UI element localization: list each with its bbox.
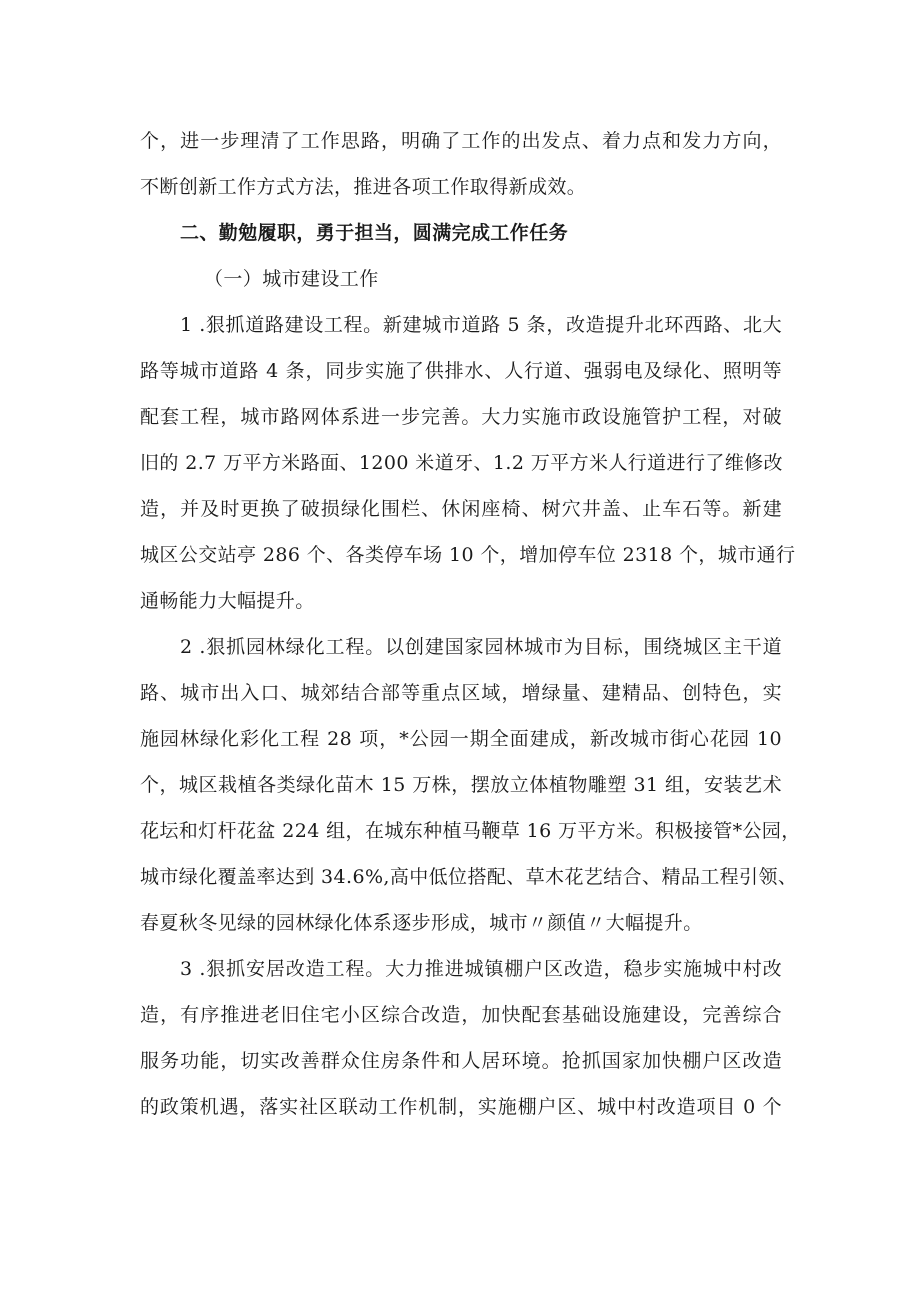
- paragraph-line: 通畅能力大幅提升。: [140, 590, 315, 612]
- paragraph-line: 1 .狠抓道路建设工程。新建城市道路 5 条，改造提升北环西路、北大: [180, 314, 782, 336]
- paragraph-line: 路等城市道路 4 条，同步实施了供排水、人行道、强弱电及绿化、照明等: [140, 360, 782, 382]
- document-body: [140, 118, 801, 1130]
- paragraph-line: 服务功能，切实改善群众住房条件和人居环境。抢抓国家加快棚户区改造: [140, 1050, 782, 1072]
- paragraph-road-construction: [140, 302, 796, 624]
- paragraph-line: 施园林绿化彩化工程 28 项，*公园一期全面建成，新改城市街心花园 10: [140, 728, 782, 750]
- paragraph-line: 城区公交站亭 286 个、各类停车场 10 个，增加停车位 2318 个，城市通行: [140, 544, 796, 566]
- paragraph-line: 的政策机遇，落实社区联动工作机制，实施棚户区、城中村改造项目 0 个: [140, 1096, 782, 1118]
- paragraph-line: 城市绿化覆盖率达到 34.6%,高中低位搭配、草木花艺结合、精品工程引领、: [140, 866, 798, 888]
- intro-line-2: 不断创新工作方式方法，推进各项工作取得新成效。: [140, 176, 587, 198]
- paragraph-line: 春夏秋冬见绿的园林绿化体系逐步形成，城市〃颜值〃大幅提升。: [140, 912, 703, 934]
- paragraph-line: 造，有序推进老旧住宅小区综合改造，加快配套基础设施建设，完善综合: [140, 1004, 782, 1026]
- subsection-heading: （一）城市建设工作: [204, 268, 379, 290]
- paragraph-line: 个，城区栽植各类绿化苗木 15 万株，摆放立体植物雕塑 31 组，安装艺术: [140, 774, 782, 796]
- paragraph-line: 配套工程，城市路网体系进一步完善。大力实施市政设施管护工程，对破: [140, 406, 782, 428]
- paragraph-line: 3 .狠抓安居改造工程。大力推进城镇棚户区改造，稳步实施城中村改: [180, 958, 782, 980]
- paragraph-landscaping: [140, 624, 801, 946]
- paragraph-line: 造，并及时更换了破损绿化围栏、休闲座椅、树穴井盖、止车石等。新建: [140, 498, 782, 520]
- paragraph-line: 花坛和灯杆花盆 224 组，在城东种植马鞭草 16 万平方米。积极接管*公园，: [140, 820, 801, 842]
- paragraph-line: 旧的 2.7 万平方米路面、1200 米道牙、1.2 万平方米人行道进行了维修改: [140, 452, 783, 474]
- paragraph-housing-renovation: [140, 946, 782, 1130]
- paragraph-line: 2 .狠抓园林绿化工程。以创建国家园林城市为目标，围绕城区主干道: [180, 636, 782, 658]
- section-heading: 二、勤勉履职，勇于担当，圆满完成工作任务: [180, 222, 569, 244]
- paragraph-line: 路、城市出入口、城郊结合部等重点区域，增绿量、建精品、创特色，实: [140, 682, 782, 704]
- intro-line-1: 个，进一步理清了工作思路，明确了工作的出发点、着力点和发力方向，: [140, 130, 782, 152]
